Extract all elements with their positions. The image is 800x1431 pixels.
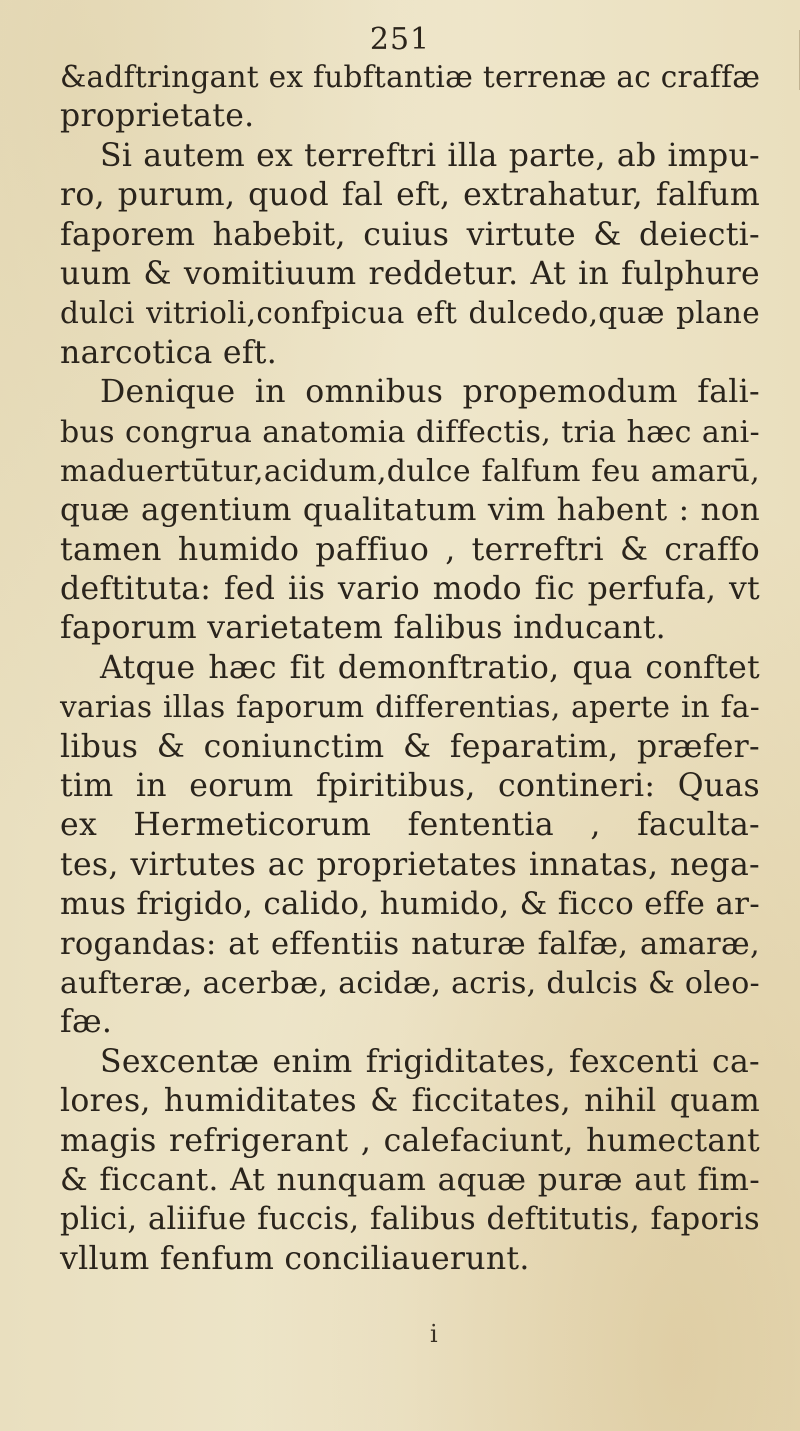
text-line: uum & vomitiuum reddetur. At in fulphure [60,255,760,292]
text-line: lores, humiditates & ficcitates, nihil quam [60,1083,760,1120]
text-line: narcotica eft. [60,334,278,371]
text-line: Denique in omnibus propemodum fali- [100,374,760,411]
page-number: 251 [369,22,431,57]
text-line: faporum varietatem falibus inducant. [60,610,666,647]
text-line: ro, purum, quod fal eft, extrahatur, falfum [60,177,760,214]
text-line: vllum fenfum conciliauerunt. [60,1240,530,1277]
text-line: maduertūtur,acidum,dulce falfum feu amarū, [60,453,760,489]
text-line: faporem habebit, cuius virtute & deiecti- [60,216,760,253]
text-line: plici, aliifue fuccis, falibus deftitutis, faporis [60,1202,760,1238]
text-line: aufteræ, acerbæ, acidæ, acris, dulcis & oleo- [60,965,760,1001]
text-line: tamen humido paffiuo , terreftri & craffo [60,531,760,568]
catchword: i [430,1320,438,1348]
text-line: bus congrua anatomia diffectis, tria hæc ani- [60,414,760,450]
text-line: libus & coniunctim & feparatim, præfer- [60,728,760,765]
body-text [60,58,760,1279]
text-line: &adftringant ex fubftantiæ terrenæ ac craffæ [60,60,761,94]
text-line: mus frigido, calido, humido, & ficco effe ar- [60,886,760,923]
text-line: Si autem ex terreftri illa parte, ab impu- [100,137,760,174]
text-line: deftituta: fed iis vario modo fic perfufa, vt [60,571,760,608]
text-line: quæ agentium qualitatum vim habent : non [60,492,760,529]
text-line: ex Hermeticorum fententia , faculta- [60,807,760,844]
text-line: tim in eorum fpiritibus, contineri: Quas [60,768,760,805]
text-line: varias illas faporum differentias, aperte in fa- [60,690,760,725]
text-line: dulci vitrioli,confpicua eft dulcedo,quæ plane [60,296,760,331]
text-line: & ficcant. At nunquam aquæ puræ aut fim- [60,1161,760,1198]
text-line: proprietate. [60,98,255,135]
text-line: fæ. [60,1004,113,1041]
text-line: magis refrigerant , calefaciunt, humectant [60,1122,760,1159]
text-line: tes, virtutes ac proprietates innatas, nega- [60,846,760,883]
text-line: rogandas: at effentiis naturæ falfæ, amaræ, [60,926,760,962]
text-line: Atque hæc fit demonftratio, qua conftet [100,649,760,686]
text-line: Sexcentæ enim frigiditates, fexcenti ca- [100,1043,760,1080]
